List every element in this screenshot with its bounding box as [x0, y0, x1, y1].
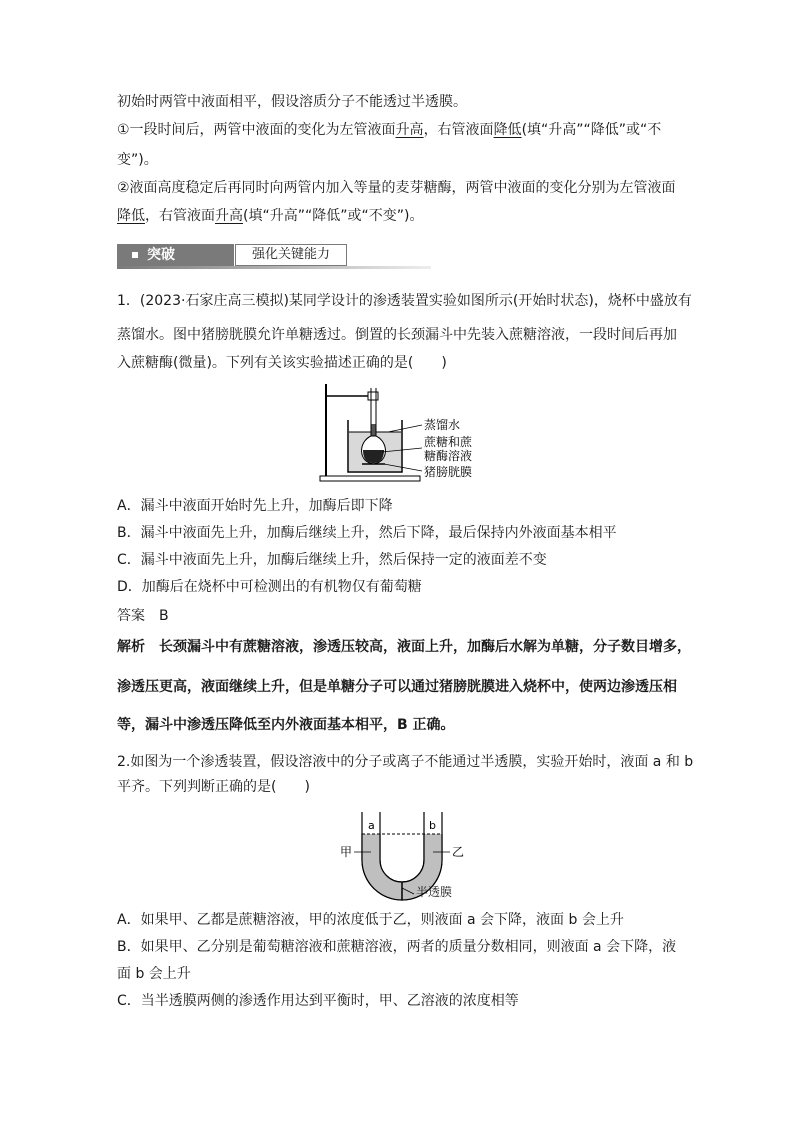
- q2-option-a: A．如果甲、乙都是蔗糖溶液，甲的浓度低于乙，则液面 a 会下降，液面 b 会上升: [117, 912, 624, 928]
- label-bladder-membrane: 猪膀胱膜: [424, 465, 473, 479]
- q1-option-d: D．加酶后在烧杯中可检测出的有机物仅有葡萄糖: [117, 579, 422, 595]
- leader-water: [388, 425, 422, 432]
- q1-answer-2: 降低: [493, 122, 522, 138]
- u-tube-inner-edge: [380, 834, 424, 882]
- banner-right: 强化关键能力: [235, 244, 347, 266]
- q2-option-c: C．当半透膜两侧的渗透作用达到平衡时，甲、乙溶液的浓度相等: [117, 993, 519, 1009]
- q2-option-b-line-2: 面 b 会上升: [117, 966, 191, 982]
- label-sucrose-line2: 糖酶溶液: [424, 449, 473, 463]
- label-a: a: [368, 819, 375, 832]
- square-bullet-icon: [132, 252, 138, 258]
- q2-option-b-line-1: B．如果甲、乙分别是葡萄糖溶液和蔗糖溶液，两者的质量分数相同，则液面 a 会下降，液: [117, 939, 677, 955]
- q2-answer-2: 升高: [215, 208, 243, 224]
- u-tube-inner: [380, 812, 424, 882]
- q2-text-post: (填“升高”“降低”或“不变”)。: [243, 208, 424, 224]
- label-distilled-water: 蒸馏水: [424, 418, 461, 432]
- q1-option-c: C．漏斗中液面先上升，加酶后继续上升，然后保持一定的液面差不变: [117, 552, 547, 568]
- q1-answer-1: 升高: [395, 122, 424, 138]
- intro-q1-line: [117, 120, 682, 140]
- intro-q2-line-1: ②液面高度稳定后再同时向两管内加入等量的麦芽糖酶，两管中液面的变化分别为左管液面: [117, 180, 676, 196]
- label-left-solution: 甲: [340, 845, 353, 859]
- label-semipermeable-membrane: 半透膜: [416, 885, 453, 899]
- q1-option-a: A．漏斗中液面开始时先上升，加酶后即下降: [117, 498, 393, 514]
- label-b: b: [429, 819, 436, 832]
- intro-q2-line-2: [117, 206, 682, 226]
- q1-text-mid: ，右管液面: [423, 122, 494, 138]
- q1-text-pre: ①一段时间后，两管中液面的变化为左管液面: [117, 122, 396, 138]
- q1-stem-line-3: 入蔗糖酶(微量)。下列有关该实验描述正确的是( ): [117, 355, 447, 371]
- q2-answer-1: 降低: [117, 208, 145, 224]
- label-sucrose-line1: 蔗糖和蔗: [424, 435, 473, 449]
- banner-left-label: 突破: [147, 247, 175, 263]
- q1-analysis-line-1: 解析 长颈漏斗中有蔗糖溶液，渗透压较高，液面上升，加酶后水解为单糖，分子数目增多，: [117, 639, 691, 655]
- q1-stem-line-2: 蒸馏水。图中猪膀胱膜允许单糖透过。倒置的长颈漏斗中先装入蔗糖溶液，一段时间后再加: [117, 327, 677, 343]
- funnel-stem-liquid: [372, 424, 376, 436]
- label-right-solution: 乙: [452, 845, 465, 859]
- q1-osmosis-apparatus-figure: [318, 380, 488, 490]
- q1-option-b: B．漏斗中液面先上升，加酶后继续上升，然后下降，最后保持内外液面基本相平: [117, 525, 617, 541]
- intro-q1-cont: 变”)。: [117, 152, 158, 168]
- q1-analysis-line-2: 渗透压更高，液面继续上升，但是单糖分子可以通过猪膀胱膜进入烧杯中，使两边渗透压相: [117, 679, 677, 695]
- stand-base: [320, 476, 420, 481]
- intro-line-1: 初始时两管中液面相平，假设溶质分子不能透过半透膜。: [117, 94, 467, 110]
- banner-left: [117, 244, 234, 266]
- q2-text-mid: ，右管液面: [145, 208, 215, 224]
- q2-stem-line-2: 平齐。下列判断正确的是( ): [117, 779, 310, 795]
- q2-stem-line-1: 2.如图为一个渗透装置，假设溶液中的分子或离子不能通过半透膜，实验开始时，液面 a 和 b: [117, 754, 694, 770]
- section-banner: [117, 242, 431, 268]
- q1-stem-line-1: 1．(2023·石家庄高三模拟)某同学设计的渗透装置实验如图所示(开始时状态)，烧杯中盛放有: [117, 293, 692, 309]
- q1-analysis-line-3: 等，漏斗中渗透压降低至内外液面基本相平，B 正确。: [117, 717, 455, 733]
- q1-text-post: (填“升高”“降低”或“不: [521, 122, 662, 138]
- banner-underline: [117, 266, 431, 269]
- q1-answer: 答案 B: [117, 608, 169, 624]
